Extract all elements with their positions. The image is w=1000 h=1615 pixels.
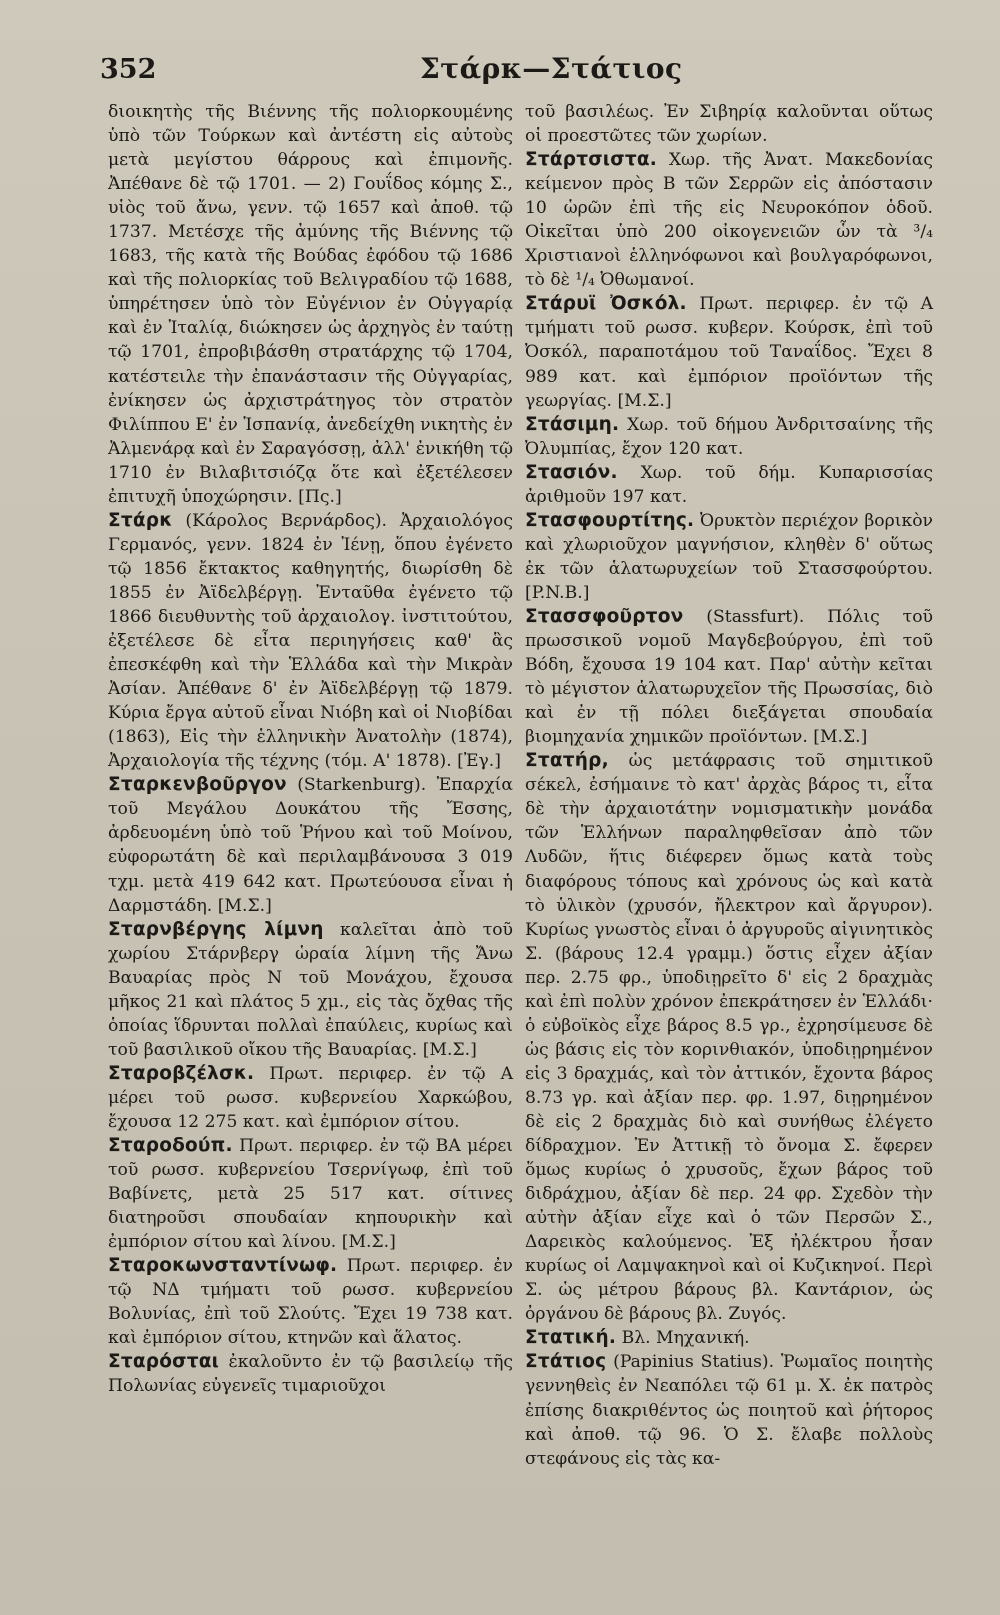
entry-text: Πρωτ. περιφερ. ἐν τῷ ΝΔ τμήματι τοῦ ρωσσ. κυβερνείου Βολυνίας, ἐπὶ τοῦ Σλούτς. Ἔχει 19 738 κατ. καὶ ἐμπόριον σίτου, κτηνῶν καὶ ἅλατος. xyxy=(108,1256,513,1349)
entry xyxy=(525,292,933,412)
left-column xyxy=(108,100,513,1399)
entry-headword: Στάρυϊ Ὀσκόλ. xyxy=(525,293,687,315)
entry-text: (Starkenburg). Ἐπαρχία τοῦ Μεγάλου Δουκάτου τῆς Ἔσσης, ἀρδευομένη ὑπὸ τοῦ Ῥήνου καὶ τοῦ Μοίνου, εὐφορωτάτη δὲ καὶ περιλαμβάνουσα 3 019 τχμ. μετὰ 419 642 κατ. Πρωτεύουσα εἶναι ἡ Δαρμστάδη. [Μ.Σ.] xyxy=(108,775,513,916)
entry xyxy=(525,148,933,292)
entry-text: διοικητὴς τῆς Βιέννης τῆς πολιορκουμένης ὑπὸ τῶν Τούρκων καὶ ἀντέστη εἰς αὐτοὺς μετὰ μεγίστου θάρρους καὶ ἐπιμονῆς. Ἀπέθανε δὲ τῷ 1701. — 2) Γουΐδος κόμης Σ., υἱὸς τοῦ ἄνω, γενν. τῷ 1657 καὶ ἀποθ. τῷ 1737. Μετέσχε τῆς ἀμύνης τῆς Βιέννης τῷ 1683, τῆς κατὰ τῆς Βούδας ἐφόδου τῷ 1686 καὶ τῆς πολιορκίας τοῦ Βελιγραδίου τῷ 1688, ὑπηρέτησεν ὑπὸ τὸν Εὐγένιον ἐν Οὐγγαρίᾳ καὶ ἐν Ἰταλίᾳ, διώκησεν ὡς ἀρχηγὸς ἐν ταύτῃ τῷ 1701, ἐπροβιβάσθη στρατάρχης τῷ 1704, κατέστειλε τὴν ἐπανάστασιν τῆς Οὐγγαρίας, ἐνίκησεν ὡς ἀρχιστράτηγος τὸν στρατὸν Φιλίππου Ε' ἐν Ἱσπανίᾳ, ἀνεδείχθη νικητὴς ἐν Ἀλμενάρᾳ καὶ ἐν Σαραγόσσῃ, ἀλλ' ἐνικήθη τῷ 1710 ἐν Βιλαβιτσιόζᾳ ὅτε καὶ ἐξετέλεσεν ἐπιτυχῆ ὑποχώρησιν. [Πς.] xyxy=(108,102,513,507)
entry-text: ὡς μετάφρασις τοῦ σημιτικοῦ σέκελ, ἐσήμαινε τὸ κατ' ἀρχὰς βάρος τι, εἶτα δὲ τὴν ἀρχαιοτάτην νομισματικὴν μονάδα τῶν Ἑλλήνων παραληφθεῖσαν ἀπὸ τῶν Λυδῶν, ἥτις διέφερεν ὅμως κατὰ τοὺς διαφόρους τόπους καὶ χρόνους ὡς καὶ κατὰ τὸ ὑλικὸν (χρυσόν, ἤλεκτρον καὶ ἄργυρον). Κυρίως γνωστὸς εἶναι ὁ ἀργυροῦς αἰγινητικὸς Σ. (βάρους 12.4 γραμμ.) ὅστις εἶχεν ἀξίαν περ. 2.75 φρ., ὑποδιῃρεῖτο δ' εἰς 2 δραχμὰς καὶ ἐπὶ πολὺν χρόνον ἐπεκράτησεν ἐν Ἑλλάδι· ὁ εὐβοϊκὸς εἶχε βάρος 8.5 γρ., ἐχρησίμευσε δὲ ὡς βάσις εἰς τὸν κορινθιακόν, ὑποδιῃρημένον εἰς 3 δραχμάς, καὶ τὸν ἀττικόν, ἔχοντα βάρος 8.73 γρ. καὶ ἀξίαν περ. φρ. 1.97, διῃρημένον δὲ εἰς 2 δραχμὰς διὸ καὶ συνήθως ἐλέγετο δίδραχμον. Ἐν Ἀττικῇ τὸ ὄνομα Σ. ἔφερεν ὅμως κυρίως ὁ χρυσοῦς, ἔχων βάρος τοῦ διδράχμου, ἀξίαν δὲ περ. 24 φρ. Σχεδὸν τὴν αὐτὴν ἀξίαν εἶχε καὶ ὁ τῶν Περσῶν Σ., Δαρεικὸς καλούμενος. Ἐξ ἠλέκτρου ἦσαν κυρίως οἱ Λαμψακηνοὶ καὶ οἱ Κυζικηνοί. Περὶ Σ. ὡς μέτρου βάρους βλ. Καντάριον, ὡς ὀργάνου δὲ βάρους βλ. Ζυγός. xyxy=(525,751,933,1325)
entry xyxy=(525,461,933,509)
entry-text: Πρωτ. περιφερ. ἐν τῷ Α τμήματι τοῦ ρωσσ. κυβερν. Κούρσκ, ἐπὶ τοῦ Ὀσκόλ, παραποτάμου τοῦ Ταναΐδος. Ἔχει 8 989 κατ. καὶ ἐμπόριον προϊόντων τῆς γεωργίας. [Μ.Σ.] xyxy=(525,294,933,411)
entry xyxy=(108,1350,513,1398)
entry xyxy=(108,100,513,509)
entry-text: (Papinius Statius). Ῥωμαῖος ποιητὴς γεννηθεὶς ἐν Νεαπόλει τῷ 61 μ. Χ. ἐκ πατρὸς ἐπίσης διακριθέντος ὡς ποιητοῦ καὶ ῥήτορος καὶ ἀποθ. τῷ 96. Ὁ Σ. ἔλαβε πολλοὺς στεφάνους εἰς τὰς κα- xyxy=(525,1352,933,1469)
entry-headword: Στασφουρτίτης. xyxy=(525,509,695,531)
entry-text: Χωρ. τοῦ δήμ. Κυπαρισσίας ἀριθμοῦν 197 κατ. xyxy=(525,462,933,507)
entry-headword: Στάτιος xyxy=(525,1351,607,1373)
entry xyxy=(525,509,933,605)
entry xyxy=(525,1350,933,1470)
entry xyxy=(525,605,933,749)
entry-text: καλεῖται ἀπὸ τοῦ χωρίου Στάρνβεργ ὡραία λίμνη τῆς Ἄνω Βαυαρίας πρὸς Ν τοῦ Μονάχου, ἔχουσα μῆκος 21 καὶ πλάτος 5 χμ., εἰς τὰς ὄχθας τῆς ὁποίας ἵδρυνται πολλαὶ ἐπαύλεις, κυρίως καὶ τοῦ βασιλικοῦ οἴκου τῆς Βαυαρίας. [Μ.Σ.] xyxy=(108,919,513,1060)
entry xyxy=(525,1326,933,1350)
entry xyxy=(108,918,513,1062)
entry-text: Πρωτ. περιφερ. ἐν τῷ ΒΑ μέρει τοῦ ρωσσ. κυβερνείου Τσερνίγωφ, ἐπὶ τοῦ Βαβίνετς, μετὰ 25 517 κατ. σίτινες διατηροῦσι σπουδαίαν κηπουρικὴν καὶ ἐμπόριον σίτου καὶ λίνου. [Μ.Σ.] xyxy=(108,1136,513,1253)
entry xyxy=(525,413,933,461)
entry-headword: Σταροδούπ. xyxy=(108,1135,233,1157)
entry-text: Χωρ. τοῦ δήμου Ἀνδριτσαίνης τῆς Ὀλυμπίας, ἔχον 120 κατ. xyxy=(525,414,933,459)
entry-headword: Σταρνβέργης λίμνη xyxy=(108,918,324,940)
entry xyxy=(108,1062,513,1134)
entry-text: (Stassfurt). Πόλις τοῦ πρωσσικοῦ νομοῦ Μαγδεβούργου, ἐπὶ τοῦ Βόδη, ἔχουσα 19 104 κατ. Παρ' αὐτὴν κεῖται τὸ μέγιστον ἁλατωρυχεῖον τῆς Πρωσσίας, διὸ καὶ ἐν τῇ πόλει διεξάγεται σπουδαία βιομηχανία χημικῶν προϊόντων. [Μ.Σ.] xyxy=(525,606,933,748)
entry-headword: Σταρκενβοῦργον xyxy=(108,774,287,796)
entry-headword: Στασιόν. xyxy=(525,461,618,483)
entry xyxy=(525,100,933,148)
running-head: Στάρκ—Στάτιος xyxy=(420,52,683,85)
entry-headword: Στατική. xyxy=(525,1327,617,1349)
entry-text: Πρωτ. περιφερ. ἐν τῷ Α μέρει τοῦ ρωσσ. κυβερνείου Χαρκώβου, ἔχουσα 12 275 κατ. καὶ ἐμπόριον σίτου. xyxy=(108,1063,513,1132)
entry-text: Ὀρυκτὸν περιέχον βορικὸν καὶ χλωριοῦχον μαγνήσιον, κληθὲν δ' οὕτως ἐκ τῶν ἁλατωρυχείων τοῦ Στασσφούρτου. [P.N.B.] xyxy=(525,510,933,603)
entry-headword: Σταρόσται xyxy=(108,1351,220,1373)
entry-headword: Στάρτσιστα. xyxy=(525,149,657,171)
entry-headword: Σταροβζέλσκ. xyxy=(108,1062,255,1084)
entry-text: (Κάρολος Βερνάρδος). Ἀρχαιολόγος Γερμανός, γενν. 1824 ἐν Ἰένῃ, ὅπου ἐγένετο τῷ 1856 ἔκτακτος καθηγητής, διωρίσθη δὲ 1855 ἐν Ἀϊδελβέργῃ. Ἐνταῦθα ἐγένετο τῷ 1866 διευθυντὴς τοῦ ἀρχαιολογ. ἰνστιτούτου, ἐξετέλεσε δὲ εἶτα περιηγήσεις καθ' ἃς ἐπεσκέφθη καὶ τὴν Ἑλλάδα καὶ τὴν Μικρὰν Ἀσίαν. Ἀπέθανε δ' ἐν Ἀϊδελβέργῃ τῷ 1879. Κύρια ἔργα αὐτοῦ εἶναι Νιόβη καὶ οἱ Νιοβίδαι (1863), Εἰς τὴν ἑλληνικὴν Ἀνατολὴν (1874), Ἀρχαιολογία τῆς τέχνης (τόμ. Α' 1878). [Ἐγ.] xyxy=(108,510,513,772)
entry-text: Χωρ. τῆς Ἀνατ. Μακεδονίας κείμενον πρὸς Β τῶν Σερρῶν εἰς ἀπόστασιν 10 ὡρῶν ἐπὶ τῆς εἰς Νευροκόπον ὁδοῦ. Οἰκεῖται ὑπὸ 200 οἰκογενειῶν ὧν τὰ ³/₄ Χριστιανοὶ ἑλληνόφωνοι καὶ βουλγαρόφωνοι, τὸ δὲ ¹/₄ Ὀθωμανοί. xyxy=(525,150,933,291)
entry xyxy=(108,1254,513,1350)
header-rule xyxy=(100,96,960,97)
entry-text: Βλ. Μηχανική. xyxy=(616,1328,750,1349)
entry-headword: Στάσιμη. xyxy=(525,413,620,435)
entry-headword: Στασσφοῦρτον xyxy=(525,605,684,627)
entry xyxy=(108,773,513,917)
right-column xyxy=(525,100,933,1471)
entry-headword: Στατήρ, xyxy=(525,750,609,772)
entry-headword: Σταροκωνσταντίνωφ. xyxy=(108,1255,338,1277)
entry-headword: Στάρκ xyxy=(108,509,173,531)
entry xyxy=(525,749,933,1326)
entry xyxy=(108,1134,513,1254)
page-header xyxy=(100,52,960,92)
entry-text: τοῦ βασιλέως. Ἐν Σιβηρίᾳ καλοῦνται οὕτως οἱ προεστῶτες τῶν χωρίων. xyxy=(525,102,933,147)
entry-text: ἐκαλοῦντο ἐν τῷ βασιλείῳ τῆς Πολωνίας εὐγενεῖς τιμαριοῦχοι xyxy=(108,1352,513,1397)
page-number: 352 xyxy=(100,54,157,85)
entry xyxy=(108,509,513,774)
